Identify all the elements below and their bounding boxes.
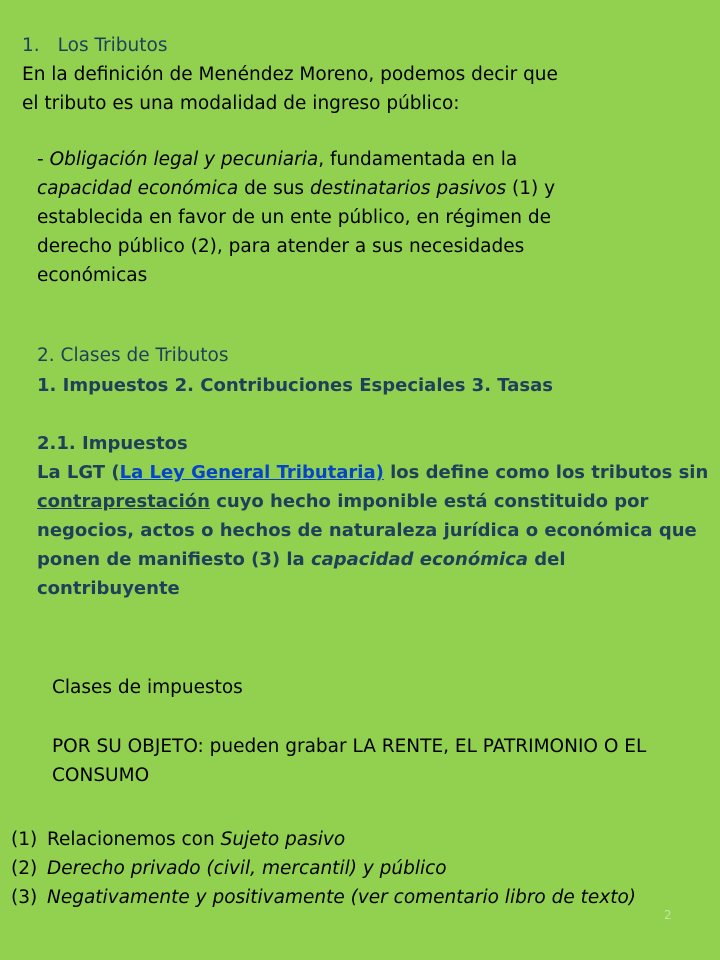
- section1-number: 1.: [22, 35, 40, 56]
- section2-heading: 2. Clases de Tributos: [37, 345, 229, 366]
- lgt-link[interactable]: La Ley General Tributaria): [119, 462, 384, 483]
- contraprestacion-term: contraprestación: [37, 491, 210, 512]
- objeto-line2: CONSUMO: [52, 765, 150, 786]
- capacidad-term: capacidad económica: [310, 549, 528, 570]
- section1-title: Los Tributos: [57, 35, 168, 56]
- impuestos-subheading: 2.1. Impuestos: [37, 433, 188, 454]
- impuestos-line4: [37, 546, 566, 574]
- note-number: (3): [11, 887, 38, 908]
- impuestos-text: cuyo hecho imponible está constituido por: [209, 491, 649, 512]
- definition-destinatarios: destinatarios pasivos: [309, 178, 507, 199]
- definition-obligacion: Obligación legal y pecuniaria: [49, 149, 319, 170]
- note-term: Derecho privado (civil, mercantil) y público: [47, 858, 447, 879]
- section1-intro-line2: el tributo es una modalidad de ingreso público:: [22, 93, 460, 114]
- definition-capacidad: capacidad económica: [37, 178, 239, 199]
- note-text: Relacionemos con: [47, 829, 221, 850]
- note-number: (2): [11, 858, 38, 879]
- impuestos-line5: contribuyente: [37, 578, 180, 599]
- note-term: Negativamente y positivamente (ver comentario libro de texto): [47, 887, 637, 908]
- impuestos-line1: [37, 459, 708, 487]
- definition-text: , fundamentada en la: [318, 149, 518, 170]
- tributos-list: 1. Impuestos 2. Contribuciones Especiales 3. Tasas: [37, 375, 553, 396]
- definition-text: de sus: [238, 178, 310, 199]
- definition-line1: [37, 146, 517, 174]
- impuestos-text: los define como los tributos sin: [383, 462, 709, 483]
- definition-line5: económicas: [37, 265, 148, 286]
- impuestos-text: La LGT (: [37, 462, 120, 483]
- section1-heading: [22, 32, 167, 60]
- definition-dash: -: [37, 149, 50, 170]
- impuestos-line3: negocios, actos o hechos de naturaleza jurídica o económica que: [37, 520, 697, 541]
- impuestos-text: del: [527, 549, 566, 570]
- note-term: Sujeto pasivo: [220, 829, 346, 850]
- clases-title: Clases de impuestos: [52, 677, 243, 698]
- objeto-line1: POR SU OBJETO: pueden grabar LA RENTE, EL PATRIMONIO O EL: [52, 736, 647, 757]
- definition-line2: [37, 175, 555, 203]
- section1-intro-line1: En la definición de Menéndez Moreno, podemos decir que: [22, 64, 558, 85]
- note-number: (1): [11, 829, 38, 850]
- definition-line3: establecida en favor de un ente público, en régimen de: [37, 207, 552, 228]
- note-item: [11, 884, 636, 912]
- note-item: [11, 855, 447, 883]
- impuestos-text: ponen de manifiesto (3) la: [37, 549, 311, 570]
- definition-line4: derecho público (2), para atender a sus necesidades: [37, 236, 525, 257]
- impuestos-line2: [37, 488, 648, 516]
- note-item: [11, 826, 345, 854]
- definition-text: (1) y: [506, 178, 556, 199]
- page-number: 2: [664, 908, 672, 922]
